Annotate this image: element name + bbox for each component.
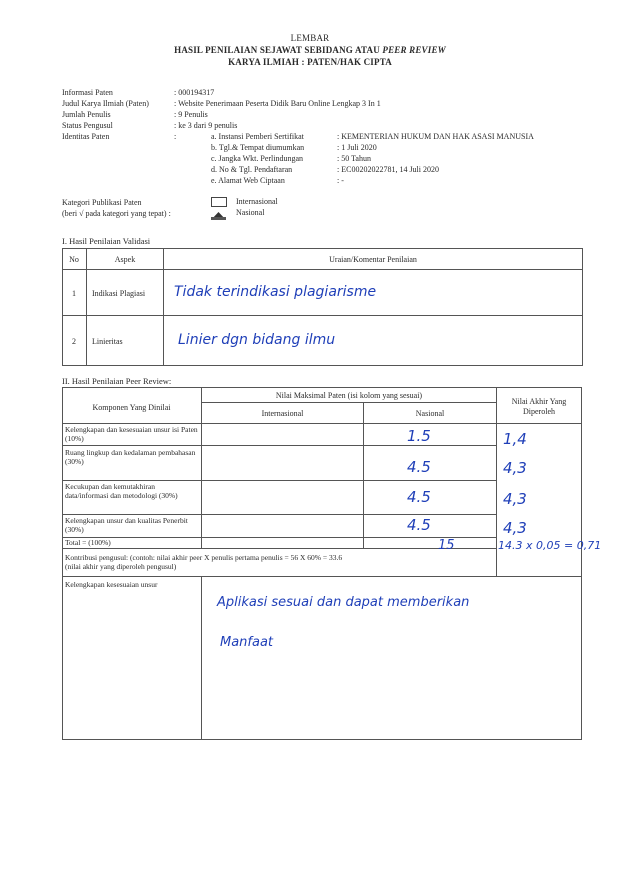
checkmark-icon	[210, 211, 227, 221]
info-value: : 9 Penulis	[174, 110, 208, 119]
identity-value: : 1 Juli 2020	[337, 143, 377, 152]
row2-aspect: Linieritas	[92, 337, 123, 346]
info-label: Informasi Paten	[62, 88, 113, 97]
col-max-score: Nilai Maksimal Paten (isi kolom yang sesuai)	[275, 391, 423, 400]
national-score-3: 4.5	[407, 488, 431, 506]
identity-label: e. Alamat Web Ciptaan	[211, 176, 285, 185]
row1-aspect: Indikasi Plagiasi	[92, 289, 146, 298]
option-national: Nasional	[236, 208, 265, 217]
category-label: Kategori Publikasi Paten	[62, 198, 142, 207]
total-national: 15	[438, 538, 455, 553]
identity-label: c. Jangka Wkt. Perlindungan	[211, 154, 304, 163]
info-value: :	[174, 132, 177, 141]
component-row-4: Kelengkapan unsur dan kualitas Penerbit (30%)	[65, 516, 188, 534]
review-table	[62, 387, 602, 740]
identity-label: a. Instansi Pemberi Sertifikat	[211, 132, 304, 141]
info-label: Identitas Paten	[62, 132, 110, 141]
header-title-3: KARYA ILMIAH : PATEN/HAK CIPTA	[228, 57, 392, 67]
total-final: 14.3 x 0,05 = 0,71	[498, 539, 602, 552]
col-aspect: Aspek	[114, 255, 136, 264]
checkbox-international[interactable]	[211, 197, 227, 207]
national-score-2: 4.5	[407, 458, 431, 476]
col-international: Internasional	[261, 409, 304, 418]
final-score-2: 4,3	[503, 459, 527, 477]
identity-label: b. Tgl.& Tempat diumumkan	[211, 143, 305, 152]
identity-value: : 50 Tahun	[337, 154, 371, 163]
info-value: : Website Penerimaan Peserta Didik Baru Online Lengkap 3 In 1	[174, 99, 381, 108]
row1-comment: Tidak terindikasi plagiarisme	[174, 284, 377, 300]
identity-value: : EC00202022781, 14 Juli 2020	[337, 165, 440, 174]
row2-no: 2	[72, 337, 76, 346]
section1-title: I. Hasil Penilaian Validasi	[62, 236, 151, 246]
header-title-2: HASIL PENILAIAN SEJAWAT SEBIDANG ATAU PEER REVIEW	[174, 45, 446, 55]
checkbox-national[interactable]	[210, 208, 227, 218]
col-component: Komponen Yang Dinilai	[92, 403, 171, 412]
header-title-1: LEMBAR	[290, 33, 330, 43]
info-label: Status Pengusul	[62, 121, 113, 130]
reviewer-comment-line-1: Aplikasi sesuai dan dapat memberikan	[217, 595, 470, 610]
col-comment: Uraian/Komentar Penilaian	[329, 255, 417, 264]
col-no: No	[69, 255, 79, 264]
info-value: : 000194317	[174, 88, 215, 97]
col-final-score: Nilai Akhir Yang Diperoleh	[511, 397, 567, 416]
identity-value: : KEMENTERIAN HUKUM DAN HAK ASASI MANUSIA	[337, 132, 534, 141]
validation-table	[62, 248, 583, 366]
col-national: Nasional	[415, 409, 445, 418]
final-score-4: 4,3	[503, 519, 527, 537]
info-label: Judul Karya Ilmiah (Paten)	[62, 99, 149, 108]
component-row-1: Kelengkapan dan kesesuaian unsur isi Paten (10%)	[65, 425, 198, 443]
national-score-4: 4.5	[407, 516, 431, 534]
comment-label: Kelengkapan kesesuaian unsur	[65, 580, 158, 589]
final-score-3: 4,3	[503, 490, 527, 508]
section2-title: II. Hasil Penilaian Peer Review:	[62, 376, 172, 386]
component-row-2: Ruang lingkup dan kedalaman pembahasan (30%)	[65, 448, 196, 466]
info-label: Jumlah Penulis	[62, 110, 111, 119]
total-label: Total = (100%)	[65, 538, 111, 547]
category-hint: (beri √ pada kategori yang tepat) :	[62, 209, 171, 218]
component-row-3: Kecukupan dan kemutakhiran data/informasi dan metodologi (30%)	[65, 482, 178, 500]
info-value: : ke 3 dari 9 penulis	[174, 121, 238, 130]
final-score-1: 1,4	[503, 430, 527, 448]
identity-label: d. No & Tgl. Pendaftaran	[211, 165, 293, 174]
contribution-note-2: (nilai akhir yang diperoleh pengusul)	[65, 562, 177, 571]
option-international: Internasional	[236, 197, 278, 206]
national-score-1: 1.5	[407, 427, 431, 445]
row1-no: 1	[72, 289, 76, 298]
identity-value: : -	[337, 176, 344, 185]
row2-comment: Linier dgn bidang ilmu	[178, 332, 336, 348]
reviewer-comment-line-2: Manfaat	[220, 635, 274, 650]
contribution-note: Kontribusi pengusul: (contoh: nilai akhir peer X penulis pertama penulis = 56 X 60% = 33.6	[65, 553, 343, 562]
